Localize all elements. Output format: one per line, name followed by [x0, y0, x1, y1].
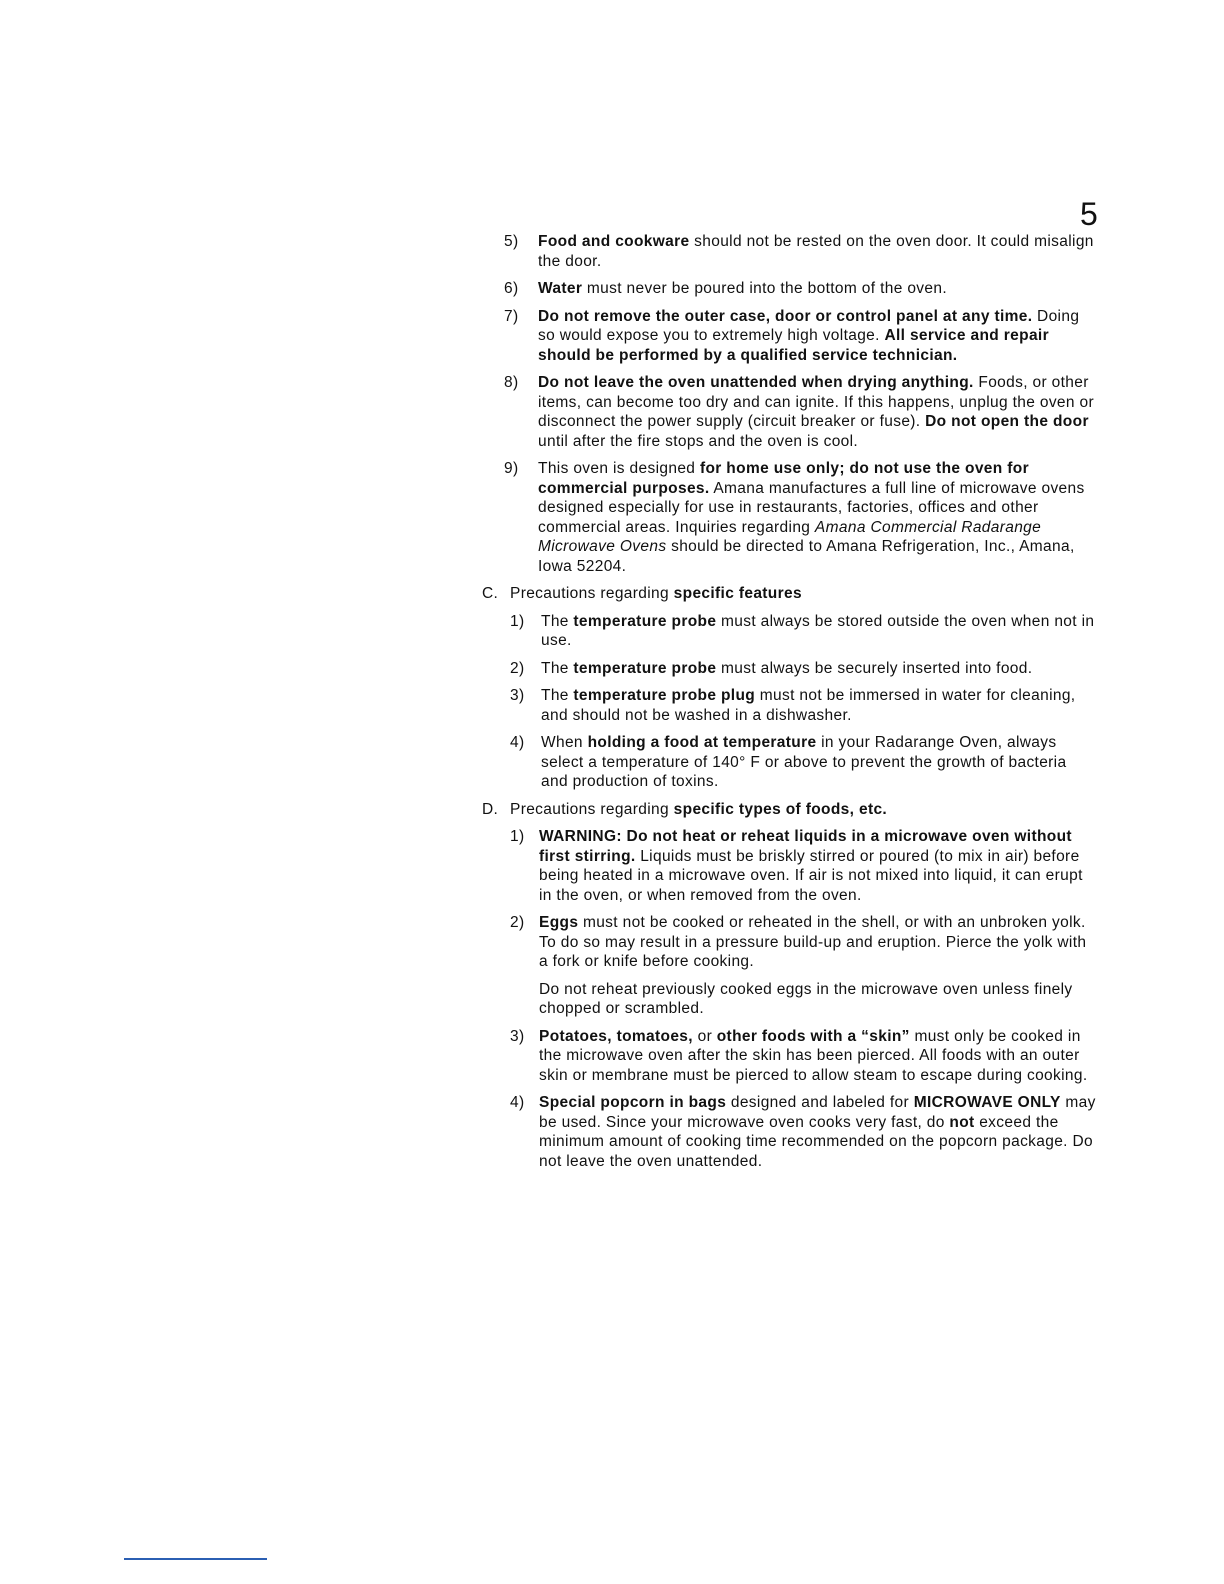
list-item [0, 686, 1097, 725]
section-letter: C. [482, 585, 499, 602]
item-number: 3) [510, 687, 525, 704]
item-bold: WARNING: Do not heat or reheat liquids in a microwave oven without first stirring. [539, 828, 1072, 865]
section-heading-c [0, 584, 1224, 604]
list-item [0, 1027, 1099, 1086]
item-number: 6) [504, 280, 519, 297]
item-text: must not be immersed in water for cleaning, and should not be washed in a dishwasher. [541, 687, 1076, 724]
item-text: Liquids must be briskly stirred or poured (to mix in air) before being heated in a microwave oven. If air is not mixed into liquid, it can erupt in the oven, or when removed from the oven. [539, 847, 1083, 904]
item-bold: Water [538, 280, 583, 297]
item-bold: Food and cookware [538, 233, 690, 250]
item-bold: Potatoes, tomatoes, [539, 1027, 693, 1045]
list-item [0, 307, 1098, 366]
list-item [0, 459, 1098, 576]
list-item [0, 913, 1099, 972]
item-bold: Do not leave the oven unattended when drying anything. [538, 374, 974, 391]
list-item [0, 279, 1098, 299]
item-number: 4) [510, 734, 525, 751]
item-bold: Do not open the door [925, 413, 1089, 430]
document-body [0, 232, 1224, 1179]
item-number: 3) [510, 1027, 525, 1045]
item-text: must only be cooked in the microwave oven after the skin has been pierced. All foods with an outer skin or membrane must be pierced to allow steam to escape during cooking. [539, 1027, 1088, 1084]
list-item [0, 232, 1098, 271]
section-bold: specific types of foods, etc. [673, 800, 888, 818]
item-bold: temperature probe [573, 659, 717, 677]
item-text: When [541, 734, 588, 751]
item-bold: Eggs [539, 914, 579, 931]
item-number: 2) [510, 914, 525, 931]
section-letter: D. [482, 800, 499, 818]
section-text: Precautions regarding [510, 585, 674, 602]
item-text: must always be securely inserted into food. [716, 659, 1033, 677]
item-text: should be directed to Amana Refrigeration, Inc., Amana, Iowa 52204. [538, 538, 1075, 575]
item-bold: MICROWAVE ONLY [913, 1094, 1061, 1111]
section-heading-d [0, 800, 1224, 820]
item-number: 1) [510, 612, 525, 630]
paragraph: Do not reheat previously cooked eggs in the microwave oven unless finely chopped or scrambled. [539, 980, 1073, 1017]
item-number: 8) [504, 374, 519, 391]
list-item [0, 827, 1099, 905]
item-bold: Special popcorn in bags [539, 1094, 727, 1111]
item-bold: for home use only; do not use the oven for commercial purposes. [538, 460, 1029, 497]
item-bold: other foods with a “skin” [716, 1027, 910, 1045]
item-number: 2) [510, 659, 525, 677]
item-text: Amana manufactures a full line of microwave ovens designed especially for use in restaurants, factories, offices and other commercial areas. Inquiries regarding [538, 479, 1085, 536]
item-number: 4) [510, 1094, 525, 1111]
item-text: must always be stored outside the oven when not in use. [541, 612, 1095, 649]
item-text: until after the fire stops and the oven is cool. [538, 432, 859, 450]
item-text: must never be poured into the bottom of the oven. [582, 280, 947, 297]
list-item [0, 733, 1097, 792]
list-item [0, 1093, 1099, 1171]
item-bold: Do not remove the outer case, door or control panel at any time. [538, 307, 1033, 325]
item-number: 5) [504, 233, 519, 250]
item-number: 9) [504, 460, 519, 477]
item-text: Doing so would expose you to extremely high voltage. [538, 307, 1080, 344]
item-text: must not be cooked or reheated in the shell, or with an unbroken yolk. To do so may result in a pressure build-up and eruption. Pierce the yolk with a fork or knife before cooking. [539, 914, 1087, 970]
item-text: Foods, or other items, can become too dry and can ignite. If this happens, unplug the oven or disconnect the power supply (circuit breaker or fuse). [538, 374, 1095, 430]
item-text: The [541, 659, 574, 677]
item-bold: temperature probe plug [573, 687, 756, 704]
item-text: This oven is designed [538, 460, 700, 477]
item-text: The [541, 612, 574, 630]
item-text: exceed the minimum amount of cooking time recommended on the popcorn package. Do not leave the oven unattended. [539, 1113, 1094, 1170]
section-text: Precautions regarding [510, 800, 674, 818]
item-italic: Amana Commercial Radarange Microwave Ovens [538, 518, 1042, 555]
item-text: designed and labeled for [726, 1094, 914, 1111]
item-text: should not be rested on the oven door. It could misalign the door. [538, 233, 1094, 270]
page-number: 5 [1080, 196, 1098, 232]
item-text: may be used. Since your microwave oven cooks very fast, do [539, 1094, 1096, 1131]
footnote-rule [124, 1558, 267, 1560]
item-bold: holding a food at temperature [587, 734, 817, 751]
item-text: or [692, 1027, 717, 1045]
section-bold: specific features [673, 585, 802, 602]
item-text: The [541, 687, 574, 704]
item-bold: All service and repair should be performed by a qualified service technician. [538, 327, 1049, 364]
item-number: 7) [504, 307, 519, 325]
list-item [0, 373, 1098, 451]
item-number: 1) [510, 828, 525, 845]
list-item [0, 612, 1097, 651]
list-item [0, 659, 1097, 679]
item-bold: not [949, 1113, 975, 1131]
item-text: in your Radarange Oven, always select a temperature of 140° F or above to prevent the growth of bacteria and production of toxins. [541, 734, 1067, 790]
item-bold: temperature probe [573, 612, 717, 630]
